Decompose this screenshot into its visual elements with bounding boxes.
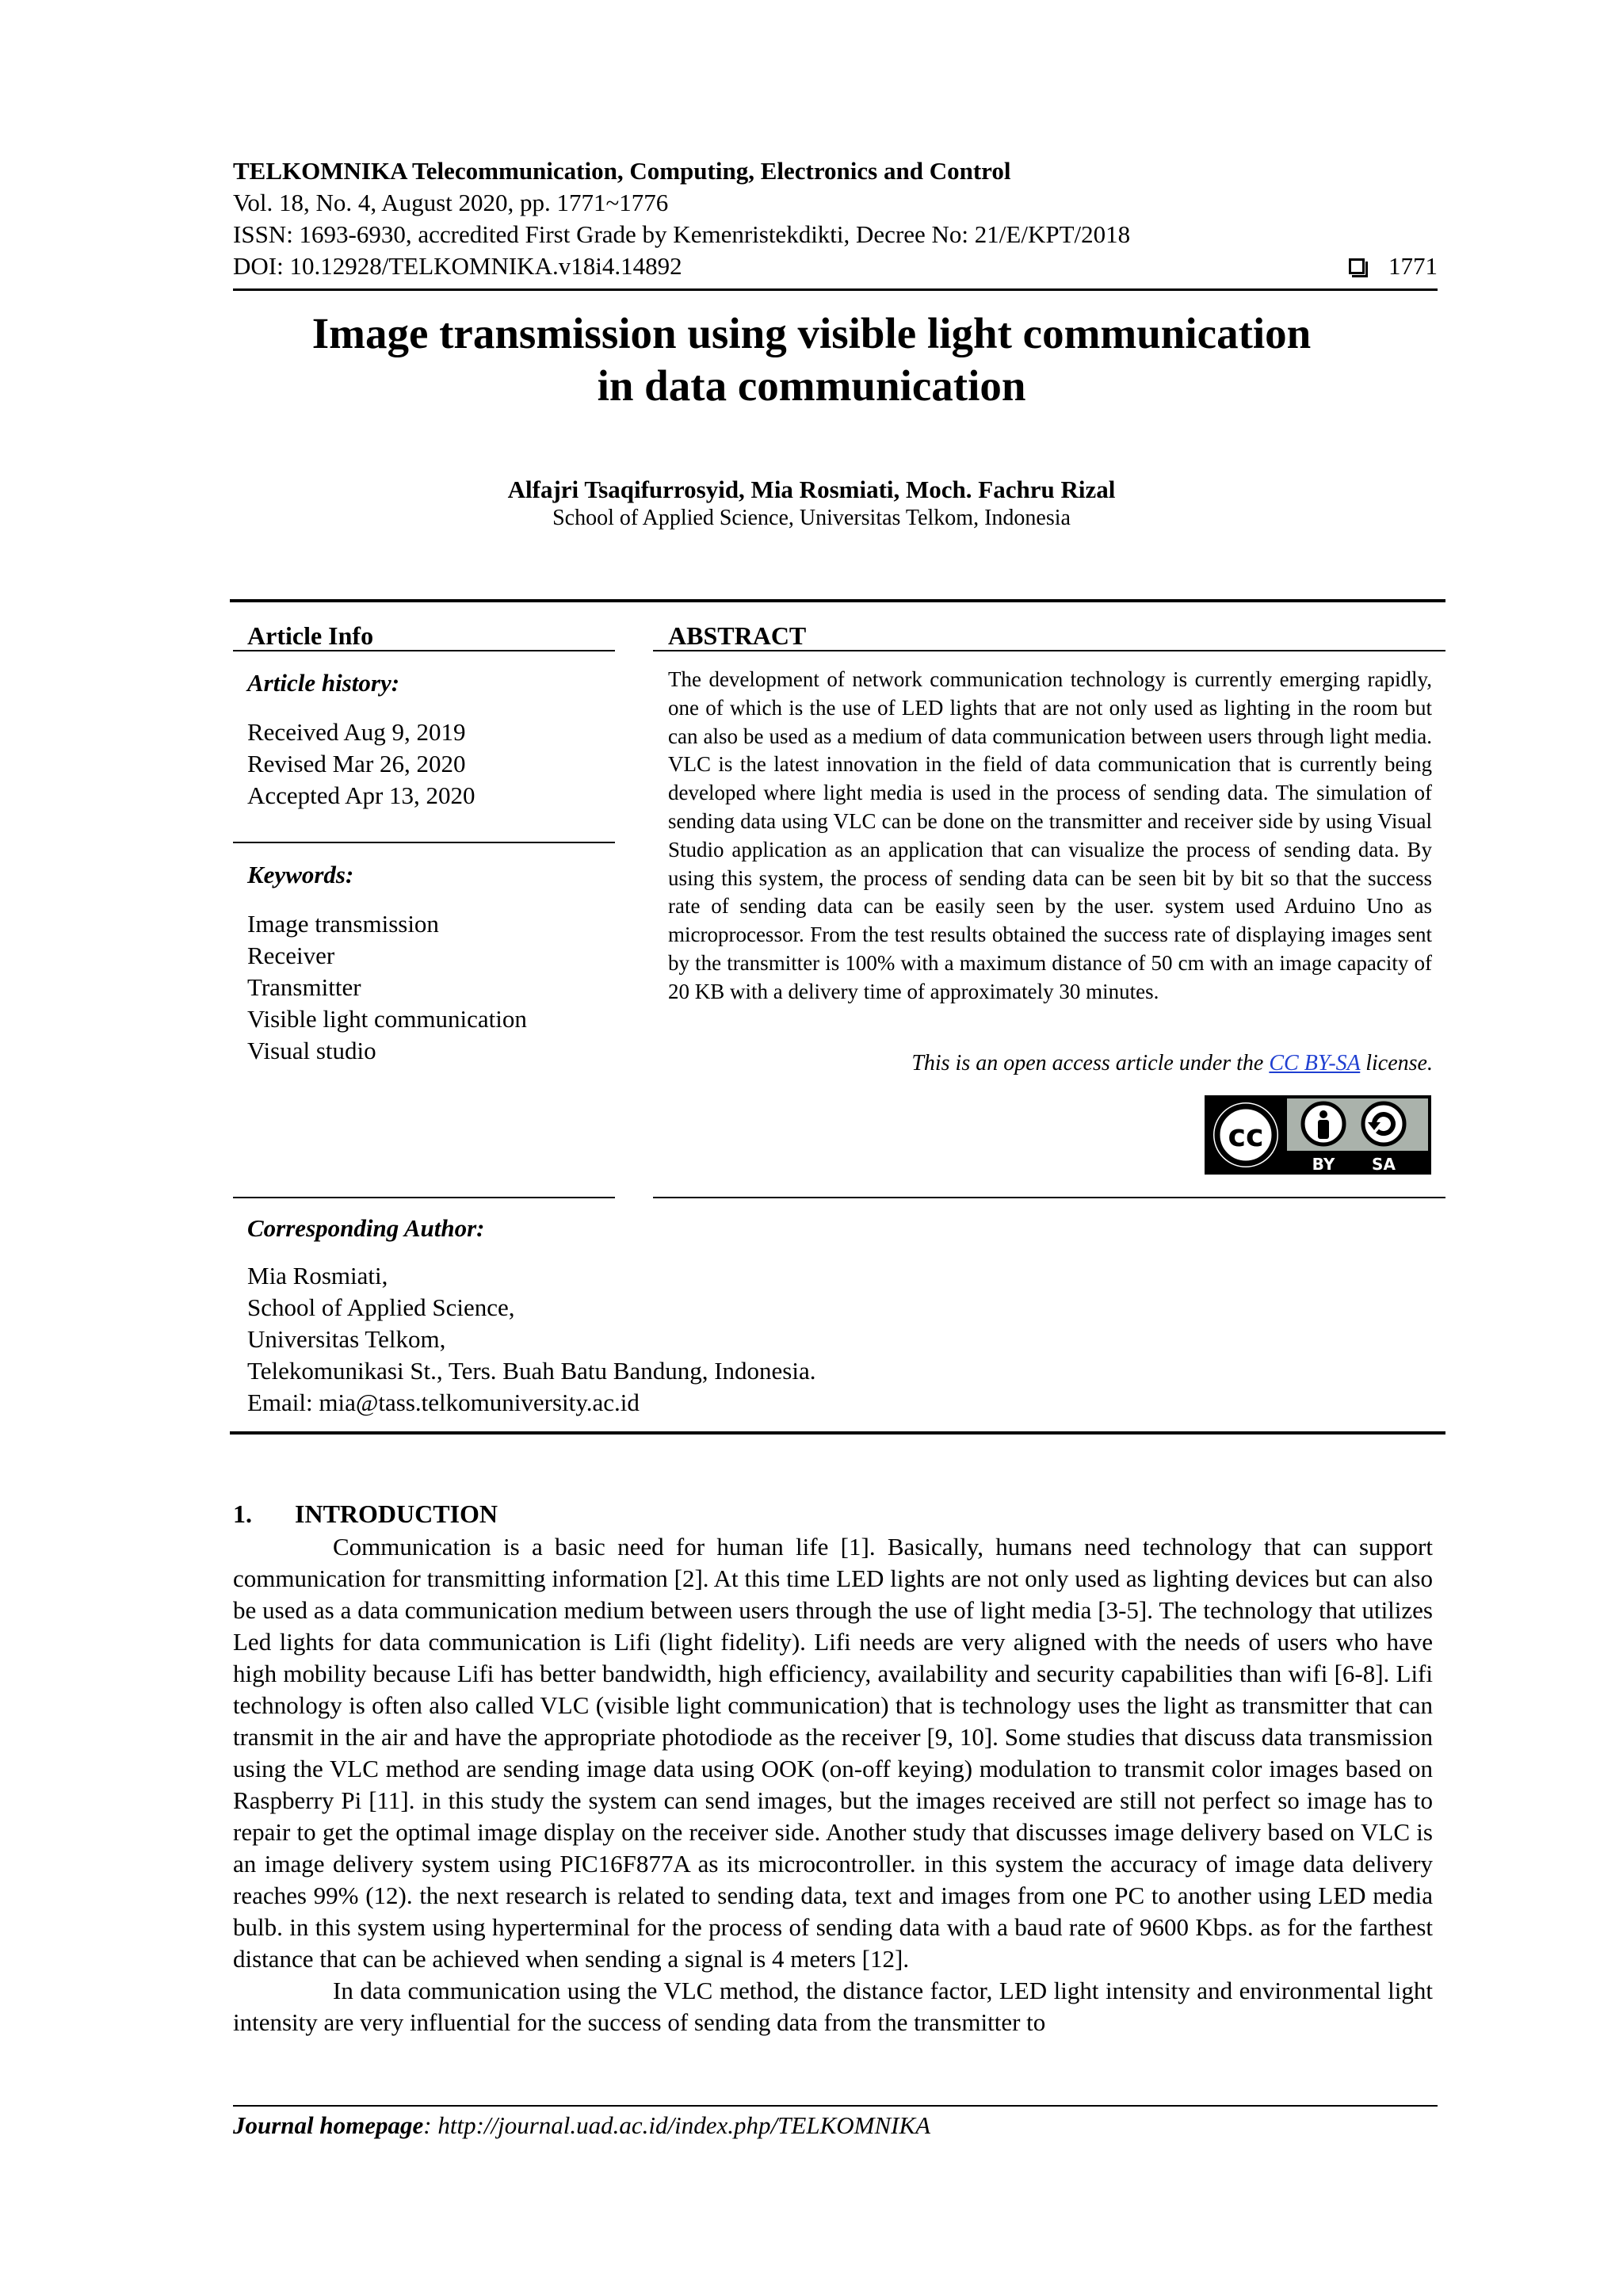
- keyword-item: Image transmission: [247, 910, 439, 938]
- cc-by-sa-badge-icon[interactable]: [1205, 1095, 1431, 1175]
- left-column-bottom-rule: [233, 1197, 615, 1198]
- keywords-heading: Keywords:: [247, 861, 354, 888]
- section-title: INTRODUCTION: [295, 1499, 498, 1528]
- article-history-heading: Article history:: [247, 669, 400, 697]
- history-received: Received Aug 9, 2019: [247, 718, 466, 746]
- keyword-item: Visible light communication: [247, 1005, 527, 1033]
- abstract-heading: ABSTRACT: [668, 621, 807, 650]
- article-info-heading: Article Info: [247, 621, 374, 650]
- corresponding-address: Telekomunikasi St., Ters. Buah Batu Bandung, Indonesia.: [247, 1357, 816, 1385]
- journal-name: TELKOMNIKA Telecommunication, Computing, Electronics and Control: [233, 157, 1011, 185]
- keyword-item: Visual studio: [247, 1037, 376, 1064]
- intro-paragraph-1: Communication is a basic need for human life [1]. Basically, humans need technology that can support communication for transmitting information [2]. At this time LED lights are not only used as lighting devices but can also be used as a data communication medium between users through the use of light media [3-5]. The technology that utilizes Led lights for data communication is Lifi (light fidelity). Lifi needs are very aligned with the needs of users who have high mobility because Lifi has better bandwidth, high efficiency, availability and security capabilities than wifi [6-8]. Lifi technology is often also called VLC (visible light communication) that is technology uses the light as transmitter that can transmit in the air and have the appropriate photodiode as the receiver [9, 10]. Some studies that discuss data transmission using the VLC method are sending image data using OOK (on-off keying) modulation to transmit color images based on Raspberry Pi [11]. in this study the system can send images, but the images received are still not perfect so image has to repair to get the optimal image display on the receiver side. Another study that discusses image delivery based on VLC is an image delivery system using PIC16F877A as its microcontroller. in this system the accuracy of image data delivery reaches 99% (12). the next research is related to sending data, text and images from one PC to another using LED media bulb. in this system using hyperterminal for the process of sending data with a baud rate of 9600 Kbps. as for the farthest distance that can be achieved when sending a signal is 4 meters [12].: [233, 1533, 1433, 1973]
- history-accepted: Accepted Apr 13, 2020: [247, 781, 475, 809]
- page-number: 1771: [1388, 252, 1438, 280]
- footer-label: Journal homepage: [233, 2111, 424, 2139]
- header-rule: [233, 288, 1438, 291]
- page-number-block: [1349, 250, 1438, 282]
- history-revised: Revised Mar 26, 2020: [247, 750, 466, 777]
- right-column-bottom-rule: [653, 1197, 1445, 1198]
- license-suffix: license.: [1360, 1051, 1433, 1075]
- volume-info: Vol. 18, No. 4, August 2020, pp. 1771~1776: [233, 189, 669, 216]
- abstract-rule: [653, 650, 1445, 651]
- info-box-bottom-rule: [230, 1431, 1445, 1435]
- keyword-item: Receiver: [247, 942, 335, 969]
- cc-badge-graphic: [1205, 1095, 1431, 1175]
- title-line-2: in data communication: [597, 361, 1026, 410]
- corresponding-email: Email: mia@tass.telkomuniversity.ac.id: [247, 1389, 640, 1416]
- page-box-icon: [1349, 258, 1365, 274]
- cc-badge-sa-text: SA: [1372, 1155, 1396, 1174]
- corresponding-university: Universitas Telkom,: [247, 1325, 446, 1353]
- doi-info: DOI: 10.12928/TELKOMNIKA.v18i4.14892: [233, 252, 682, 280]
- authors: Alfajri Tsaqifurrosyid, Mia Rosmiati, Moch. Fachru Rizal: [507, 476, 1116, 503]
- corresponding-school: School of Applied Science,: [247, 1293, 515, 1321]
- introduction-heading: [233, 1498, 498, 1530]
- abstract-paragraph: The development of network communication technology is currently emerging rapidly, one of which is the use of LED lights that are not only used as lighting in the room but can also be used as a medium of data communication between users through light media. VLC is the latest innovation in the field of data communication that is currently being developed where light media is used in the process of sending data. The simulation of sending data using VLC can be done on the transmitter and receiver side by using Visual Studio application as an application that can visualize the process of sending data. By using this system, the process of sending data can be seen bit by bit so that the success rate of sending data can be easily seen by the user. system used Arduino Uno as microprocessor. From the test results obtained the success rate of displaying images sent by the transmitter is 100% with a maximum distance of 50 cm with an image capacity of 20 KB with a delivery time of approximately 30 minutes.: [668, 667, 1432, 1003]
- introduction-body: [233, 1531, 1433, 2038]
- keyword-item: Transmitter: [247, 973, 361, 1001]
- license-statement: [911, 1049, 1433, 1078]
- footer-url[interactable]: : http://journal.uad.ac.id/index.php/TELKOMNIKA: [423, 2111, 931, 2139]
- journal-homepage: [233, 2110, 930, 2141]
- cc-by-sa-link[interactable]: CC BY-SA: [1269, 1051, 1361, 1075]
- article-info-rule: [233, 650, 615, 651]
- abstract-body: [668, 666, 1432, 1007]
- history-rule: [233, 842, 615, 843]
- title-line-1: Image transmission using visible light communication: [311, 309, 1312, 357]
- affiliation: School of Applied Science, Universitas Telkom, Indonesia: [552, 506, 1071, 530]
- section-number: 1.: [233, 1499, 252, 1528]
- paper-title: [233, 308, 1390, 412]
- footer-rule: [233, 2105, 1438, 2107]
- license-prefix: This is an open access article under the: [911, 1051, 1270, 1075]
- cc-badge-by-text: BY: [1312, 1155, 1335, 1174]
- corresponding-author-heading: Corresponding Author:: [247, 1214, 485, 1242]
- cc-badge-cc-text: cc: [1228, 1118, 1264, 1153]
- corresponding-name: Mia Rosmiati,: [247, 1262, 388, 1289]
- info-box-top-rule: [230, 599, 1445, 602]
- intro-paragraph-2: In data communication using the VLC method, the distance factor, LED light intensity and environmental light intensity are very influential for the success of sending data from the transmitter to: [233, 1977, 1433, 2036]
- issn-info: ISSN: 1693-6930, accredited First Grade by Kemenristekdikti, Decree No: 21/E/KPT/2018: [233, 220, 1131, 248]
